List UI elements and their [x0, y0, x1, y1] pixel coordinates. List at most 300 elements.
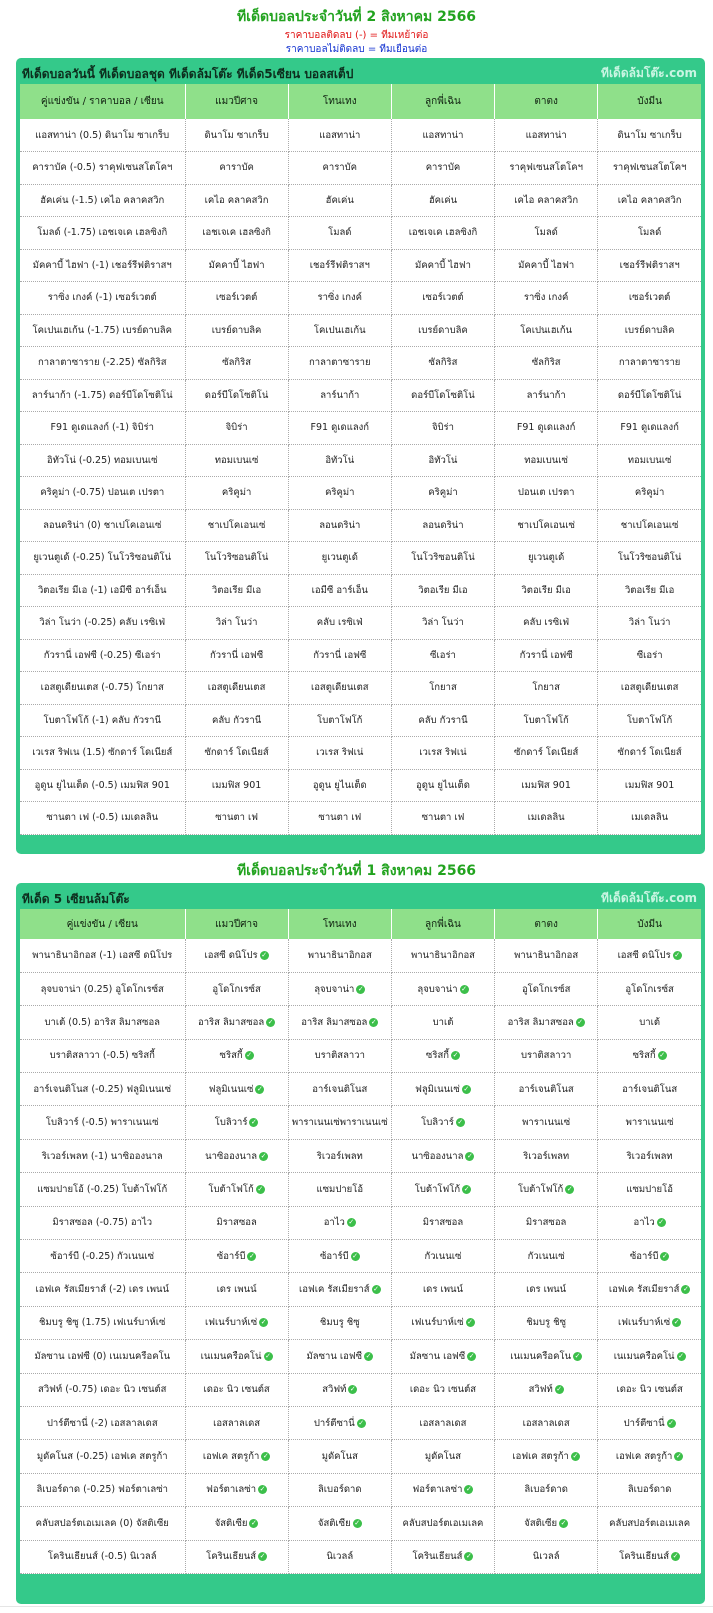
cell-text: อาริส ลิมาสซอล	[507, 1016, 574, 1028]
table-row	[20, 1206, 701, 1239]
table-row	[20, 672, 701, 705]
pick-cell: ราคุฟเซนสโตโคฯ	[598, 152, 701, 185]
cell-text: นิเวลล์	[326, 1551, 354, 1563]
note-positive-odds: ราคาบอลไม่ติดลบ = ทีมเยือนต่อ	[285, 44, 428, 55]
table-row	[20, 1273, 701, 1306]
match-cell: อูดูน ยูไนเต็ด (-0.5) เมมฟิส 901	[20, 769, 185, 802]
pick-cell	[288, 1340, 391, 1373]
table-row	[20, 1540, 701, 1573]
cell-text: เอฟเค รัสเมียราส์ (-2) เดร เพนน์	[35, 1284, 169, 1296]
cell-text: บราติสลาวา	[314, 1050, 365, 1062]
pick-cell	[598, 1540, 701, 1573]
cell-text: ซริสกี้	[425, 1050, 450, 1062]
pick-cell	[391, 1306, 494, 1339]
check-icon: ✓	[373, 1285, 379, 1294]
match-cell	[20, 1373, 185, 1406]
check-icon: ✓	[262, 1452, 269, 1461]
pick-cell	[391, 1473, 494, 1506]
table-row	[20, 412, 701, 445]
cell-text: อาร์เจนติโนส (-0.25) ฟลูมิเนนเซ่	[33, 1083, 172, 1095]
pick-cell	[495, 939, 598, 972]
pick-cell	[185, 1039, 288, 1072]
match-cell	[20, 1273, 185, 1306]
pick-cell: เมมฟิส 901	[598, 769, 701, 802]
cell-text: โครินเธียนส์	[206, 1551, 257, 1563]
check-icon: ✓	[672, 1552, 679, 1561]
pick-cell	[598, 1373, 701, 1406]
pick-cell	[288, 1406, 391, 1439]
pick-cell	[288, 1440, 391, 1473]
pick-cell: มัคคาบี้ ไฮฟา	[185, 249, 288, 282]
table-row	[20, 1306, 701, 1339]
cell-text: เนเมนครือคโน่	[200, 1350, 262, 1362]
cell-text: โบต้าโฟโก้	[208, 1183, 254, 1195]
column-header: บังมีน	[598, 909, 701, 939]
pick-cell	[185, 1473, 288, 1506]
check-icon: ✓	[675, 1452, 682, 1461]
check-icon: ✓	[467, 1151, 473, 1160]
cell-text: โครินเธียนส์ (-0.5) นิเวลล์	[47, 1551, 157, 1563]
cell-text: กัวเนนเซ่	[424, 1250, 462, 1262]
pick-cell: ทอมเบนเซ่	[495, 444, 598, 477]
cell-text: มูดัคโนส	[321, 1451, 358, 1463]
cell-text: เอสลาลเดส	[213, 1417, 261, 1429]
cell-text: คลับสปอร์ตเอเมเลค	[609, 1517, 691, 1529]
match-cell: คริคูม่า (-0.75) ปอนเต เปรตา	[20, 477, 185, 510]
pick-cell: เชอร์รีฟติราสฯ	[598, 249, 701, 282]
pick-cell: อิทัวโน่	[288, 444, 391, 477]
pick-cell	[185, 1507, 288, 1540]
column-header: ตาตง	[495, 909, 598, 939]
pick-cell	[185, 1006, 288, 1039]
pick-cell: ซานตา เฟ	[288, 802, 391, 835]
pick-cell	[288, 1240, 391, 1273]
table-row	[20, 542, 701, 575]
pick-cell	[391, 1206, 494, 1239]
match-cell: โคเปนเฮเก้น (-1.75) เบรย์ดาบลิค	[20, 314, 185, 347]
pick-cell	[391, 1106, 494, 1139]
tips-panel-today	[16, 58, 705, 854]
column-header: แมวปีศาจ	[185, 84, 288, 119]
cell-text: แซมปายโอ้	[626, 1183, 673, 1195]
match-cell	[20, 1240, 185, 1273]
pick-cell: ปอนเต เปรตา	[495, 477, 598, 510]
pick-cell: วิล่า โนว่า	[598, 607, 701, 640]
column-header: โทนเทง	[288, 909, 391, 939]
match-cell: ราซิ่ง เกงค์ (-1) เซอร์เวตต์	[20, 282, 185, 315]
pick-cell: เซอร์เวตต์	[391, 282, 494, 315]
pick-cell	[185, 1106, 288, 1139]
cell-text: ลิเบอร์ดาด	[317, 1484, 362, 1496]
pick-cell	[495, 1039, 598, 1072]
brand-logo-text[interactable]: ทีเด็ดล้มโต๊ะ.com	[601, 891, 697, 905]
cell-text: เดอะ นิว เซนต์ส	[203, 1384, 270, 1396]
column-header: ลูกพี่เฉิน	[391, 84, 494, 119]
check-icon: ✓	[457, 1118, 464, 1127]
table-row	[20, 1173, 701, 1206]
table-row	[20, 972, 701, 1005]
pick-cell	[495, 1507, 598, 1540]
pick-cell: คาราบัค	[288, 152, 391, 185]
pick-cell	[598, 1440, 701, 1473]
pick-cell	[391, 939, 494, 972]
pick-cell: เอชเจเค เฮลซิงกิ	[391, 217, 494, 250]
cell-text: อาร์เจนติโนส	[312, 1083, 368, 1095]
pick-cell	[495, 1373, 598, 1406]
cell-text: อาไว	[633, 1217, 655, 1229]
cell-text: ฟลูมิเนนเซ่	[208, 1083, 254, 1095]
check-icon: ✓	[468, 1351, 475, 1360]
pick-cell	[185, 1073, 288, 1106]
cell-text: ลุจบจาน่า	[417, 983, 458, 995]
table-row	[20, 1373, 701, 1406]
pick-cell: ซานตา เฟ	[391, 802, 494, 835]
pick-cell	[495, 1073, 598, 1106]
column-header: ตาตง	[495, 84, 598, 119]
pick-cell	[495, 972, 598, 1005]
cell-text: เดร เพนน์	[216, 1284, 257, 1296]
check-icon: ✓	[260, 1151, 267, 1160]
cell-text: จัสติเซีย	[317, 1517, 351, 1529]
pick-cell: วิล่า โนว่า	[391, 607, 494, 640]
table-row	[20, 184, 701, 217]
match-cell: F91 ดูเดแลงก์ (-1) จิบิร่า	[20, 412, 185, 445]
pick-cell	[598, 1273, 701, 1306]
table-row	[20, 217, 701, 250]
pick-cell	[391, 1440, 494, 1473]
pick-cell	[288, 1073, 391, 1106]
pick-cell: แอสทาน่า	[495, 119, 598, 152]
pick-cell: คริคูม่า	[598, 477, 701, 510]
cell-text: นาซิอองนาล	[411, 1150, 464, 1162]
pick-cell: ซัลกิริส	[185, 347, 288, 380]
pick-cell: ลอนดริน่า	[391, 509, 494, 542]
check-icon: ✓	[574, 1351, 581, 1360]
pick-cell	[598, 1507, 701, 1540]
pick-cell: ราซิ่ง เกงค์	[495, 282, 598, 315]
table-row	[20, 509, 701, 542]
cell-text: พานาธินาอิกอส (-1) เอสซี ดนิโปร	[32, 949, 173, 961]
pick-cell: กัวรานี่ เอฟซี	[185, 639, 288, 672]
pick-cell	[391, 1373, 494, 1406]
pick-cell	[495, 1206, 598, 1239]
pick-cell	[391, 1406, 494, 1439]
table-row	[20, 737, 701, 770]
match-cell	[20, 1206, 185, 1239]
pick-cell: โนโวริซอนติโน่	[598, 542, 701, 575]
brand-logo-text[interactable]: ทีเด็ดล้มโต๊ะ.com	[601, 66, 697, 80]
pick-cell: F91 ดูเดแลงก์	[288, 412, 391, 445]
cell-text: อาร์เจนติโนส	[622, 1083, 678, 1095]
table-row	[20, 1240, 701, 1273]
pick-cell	[598, 972, 701, 1005]
cell-text: โบลิวาร์	[421, 1117, 454, 1129]
cell-text: เดร เพนน์	[422, 1284, 463, 1296]
pick-cell: เอมีซี อาร์เอ็น	[288, 574, 391, 607]
cell-text: พานาธินาอิกอส	[307, 949, 372, 961]
check-icon: ✓	[365, 1351, 372, 1360]
pick-cell: อูดูน ยูไนเต็ด	[391, 769, 494, 802]
pick-cell: เคไอ คลาคสวิก	[495, 184, 598, 217]
pick-cell: มัคคาบี้ ไฮฟา	[391, 249, 494, 282]
cell-text: ซ้อาร์บี	[216, 1250, 246, 1262]
match-cell: เวเรส ริฟเน (1.5) ซักดาร์ โดเนียส์	[20, 737, 185, 770]
cell-text: พานาธินาอิกอส	[514, 949, 579, 961]
cell-text: พาราเนนเซ่	[625, 1117, 674, 1129]
table-row	[20, 282, 701, 315]
tips-table-today	[20, 84, 701, 835]
cell-text: มิราสซอล	[525, 1217, 567, 1229]
page-footer-divider	[0, 1606, 713, 1607]
pick-cell: มัคคาบี้ ไฮฟา	[495, 249, 598, 282]
check-icon: ✓	[572, 1452, 579, 1461]
pick-cell: ยูเวนตูเด้	[288, 542, 391, 575]
match-cell	[20, 939, 185, 972]
pick-cell	[288, 1540, 391, 1573]
pick-cell: โกยาส	[495, 672, 598, 705]
pick-cell	[495, 1006, 598, 1039]
pick-cell	[288, 1106, 391, 1139]
pick-cell	[391, 1173, 494, 1206]
cell-text: มิราสซอล (-0.75) อาไว	[52, 1217, 153, 1229]
check-icon: ✓	[251, 1118, 257, 1127]
pick-cell	[185, 1240, 288, 1273]
cell-text: ลุจบจาน่า	[314, 983, 355, 995]
cell-text: เอสลาลเดส	[419, 1417, 467, 1429]
cell-text: ซริสกี้	[219, 1050, 243, 1062]
pick-cell: ฮัคเค่น	[288, 184, 391, 217]
table-row	[20, 1340, 701, 1373]
pick-cell	[288, 1507, 391, 1540]
tips-table-yesterday	[20, 909, 701, 1574]
cell-text: ชิมบรู ชิซู	[319, 1317, 360, 1329]
pick-cell: เคไอ คลาคสวิก	[185, 184, 288, 217]
check-icon: ✓	[662, 1251, 668, 1260]
cell-text: มูดัคโนส	[424, 1451, 462, 1463]
cell-text: ปาร์ตีซานี่	[623, 1417, 665, 1429]
pick-cell: ซักดาร์ โดเนียส์	[185, 737, 288, 770]
pick-cell: เมมฟิส 901	[185, 769, 288, 802]
pick-cell: เคไอ คลาคสวิก	[598, 184, 701, 217]
check-icon: ✓	[659, 1051, 666, 1060]
pick-cell	[288, 1039, 391, 1072]
pick-cell: วิตอเรีย มีเอ	[391, 574, 494, 607]
pick-cell	[185, 1373, 288, 1406]
check-icon: ✓	[466, 1552, 472, 1561]
check-icon: ✓	[257, 1084, 263, 1093]
check-icon: ✓	[556, 1385, 563, 1394]
match-cell: คาราบัค (-0.5) ราคุฟเซนสโตโคฯ	[20, 152, 185, 185]
cell-text: อาริส ลิมาสซอล	[198, 1016, 265, 1028]
panel-header	[20, 62, 701, 84]
pick-cell	[598, 1206, 701, 1239]
pick-cell	[495, 1340, 598, 1373]
pick-cell: ทอมเบนเซ่	[185, 444, 288, 477]
match-cell	[20, 1440, 185, 1473]
cell-text: จัสติเซีย	[214, 1517, 248, 1529]
cell-text: กัวเนนเซ่	[527, 1250, 565, 1262]
cell-text: บาเต้ (0.5) อาริส ลิมาสซอล	[44, 1016, 160, 1028]
pick-cell: เชอร์รีฟติราสฯ	[288, 249, 391, 282]
table-row	[20, 314, 701, 347]
pick-cell: คาราบัค	[185, 152, 288, 185]
table-row	[20, 704, 701, 737]
pick-cell: ซานตา เฟ	[185, 802, 288, 835]
pick-cell: ลาร์นาก้า	[495, 379, 598, 412]
pick-cell: อูดูน ยูไนเต็ด	[288, 769, 391, 802]
pick-cell	[495, 1173, 598, 1206]
cell-text: เดร เพนน์	[526, 1284, 567, 1296]
cell-text: ริเวอร์เพลท	[626, 1150, 673, 1162]
cell-text: ริเวอร์เพลท (-1) นาซิอองนาล	[41, 1150, 163, 1162]
pick-cell: คาราบัค	[391, 152, 494, 185]
pick-cell: ซีเอร่า	[391, 639, 494, 672]
pick-cell: คริคูม่า	[288, 477, 391, 510]
cell-text: เอฟเค สตรูก้า	[202, 1451, 260, 1463]
check-icon: ✓	[668, 1418, 675, 1427]
check-icon: ✓	[465, 1485, 472, 1494]
pick-cell	[391, 1240, 494, 1273]
cell-text: คลับสปอร์ตเอเมเลค (0) จัสติเซีย	[35, 1517, 169, 1529]
check-icon: ✓	[658, 1218, 665, 1227]
cell-text: เนเมนครือคโน่	[613, 1350, 675, 1362]
table-row	[20, 119, 701, 152]
match-cell: ลาร์นาก้า (-1.75) ดอร์บีโดโซติโน่	[20, 379, 185, 412]
pick-cell	[391, 1273, 494, 1306]
cell-text: บราติสลาวา	[521, 1050, 572, 1062]
pick-cell	[391, 1039, 494, 1072]
pick-cell: เอสตูเดียนเตส	[598, 672, 701, 705]
cell-text: มัลซาน เอฟซี (0) เนเมนครือคโน	[34, 1350, 171, 1362]
section-title-yesterday: ทีเด็ดบอลประจำวันที่ 1 สิงหาคม 2566	[236, 863, 477, 879]
tips-panel-yesterday	[16, 883, 705, 1604]
cell-text: โบลิวาร์ (-0.5) พาราเนนเซ่	[45, 1117, 159, 1129]
pick-cell	[598, 1240, 701, 1273]
table-row	[20, 1440, 701, 1473]
match-cell	[20, 1306, 185, 1339]
match-cell	[20, 1340, 185, 1373]
pick-cell	[598, 1006, 701, 1039]
pick-cell: วิตอเรีย มีเอ	[185, 574, 288, 607]
pick-cell: ลอนดริน่า	[288, 509, 391, 542]
table-row	[20, 607, 701, 640]
pick-cell	[598, 1106, 701, 1139]
pick-cell	[495, 1306, 598, 1339]
pick-cell: F91 ดูเดแลงก์	[598, 412, 701, 445]
cell-text: โครินเธียนส์	[412, 1551, 463, 1563]
cell-text: อาร์เจนติโนส	[518, 1083, 574, 1095]
pick-cell	[391, 1006, 494, 1039]
cell-text: คลับสปอร์ตเอเมเลค	[402, 1517, 484, 1529]
pick-cell	[598, 1340, 701, 1373]
pick-cell: โบตาโฟโก้	[495, 704, 598, 737]
match-cell	[20, 1473, 185, 1506]
pick-cell	[495, 1139, 598, 1172]
pick-cell	[185, 1306, 288, 1339]
pick-cell	[185, 939, 288, 972]
check-icon: ✓	[259, 1485, 266, 1494]
pick-cell: ชาเปโคเอนเซ่	[598, 509, 701, 542]
pick-cell: วิตอเรีย มีเอ	[495, 574, 598, 607]
cell-text: ชิมบรู ชิซู	[526, 1317, 567, 1329]
pick-cell	[495, 1240, 598, 1273]
cell-text: พาราเนนเซ่พาราเนนเซ่	[291, 1117, 388, 1129]
pick-cell: วิตอเรีย มีเอ	[598, 574, 701, 607]
match-cell: โบตาโฟโก้ (-1) คลับ กัวรานี	[20, 704, 185, 737]
pick-cell	[495, 1540, 598, 1573]
pick-cell: ดอร์บีโดโซติโน่	[598, 379, 701, 412]
pick-cell: ดินาโม ซาเกร็บ	[185, 119, 288, 152]
cell-text: โบลิวาร์	[214, 1117, 248, 1129]
pick-cell	[598, 1039, 701, 1072]
cell-text: อูโดโกเรซ์ส	[212, 983, 261, 995]
check-icon: ✓	[248, 1251, 255, 1260]
pick-cell: ชาเปโคเอนเซ่	[495, 509, 598, 542]
pick-cell: ซักดาร์ โดเนียส์	[598, 737, 701, 770]
cell-text: สวิฟท์	[322, 1384, 347, 1396]
match-cell	[20, 1006, 185, 1039]
check-icon: ✓	[246, 1051, 253, 1060]
pick-cell: เซอร์เวตต์	[598, 282, 701, 315]
check-icon: ✓	[251, 1518, 257, 1527]
pick-cell: โบตาโฟโก้	[598, 704, 701, 737]
pick-cell: คลับ เรซิเฟ่	[495, 607, 598, 640]
cell-text: เนเมนครือคโน	[510, 1350, 572, 1362]
pick-cell: เวเรส ริฟเน่	[288, 737, 391, 770]
match-cell	[20, 1173, 185, 1206]
match-cell: มัคคาบี้ ไฮฟา (-1) เชอร์รีฟติราสฯ	[20, 249, 185, 282]
pick-cell: เบรย์ดาบลิค	[185, 314, 288, 347]
match-cell: ยูเวนตูเด้ (-0.25) โนโวริซอนติโน่	[20, 542, 185, 575]
cell-text: บราติสลาวา (-0.5) ซริสกี้	[49, 1050, 155, 1062]
match-cell	[20, 1540, 185, 1573]
pick-cell	[391, 972, 494, 1005]
check-icon: ✓	[260, 1318, 267, 1327]
pick-cell: วิล่า โนว่า	[185, 607, 288, 640]
check-icon: ✓	[452, 1051, 459, 1060]
pick-cell: เบรย์ดาบลิค	[391, 314, 494, 347]
cell-text: สวิฟท์	[528, 1384, 553, 1396]
pick-cell: กัวรานี่ เอฟซี	[288, 639, 391, 672]
cell-text: ปาร์ตีซานี่ (-2) เอสลาลเดส	[46, 1417, 158, 1429]
pick-cell: เอสตูเดียนเตส	[288, 672, 391, 705]
cell-text: สวิฟท์ (-0.75) เดอะ นิว เซนต์ส	[38, 1384, 167, 1396]
pick-cell	[288, 1273, 391, 1306]
cell-text: มูดัคโนส (-0.25) เอฟเค สตรูก้า	[36, 1451, 168, 1463]
pick-cell	[598, 1173, 701, 1206]
pick-cell: เมเดลลิน	[495, 802, 598, 835]
pick-cell: ยูเวนตูเด้	[495, 542, 598, 575]
column-header: แมวปีศาจ	[185, 909, 288, 939]
cell-text: เฟเนร์บาห์เซ่	[411, 1317, 464, 1329]
column-header: ลูกพี่เฉิน	[391, 909, 494, 939]
pick-cell	[391, 1540, 494, 1573]
check-icon: ✓	[357, 984, 364, 993]
match-cell: แอสทาน่า (0.5) ดินาโม ซาเกร็บ	[20, 119, 185, 152]
pick-cell: ซัลกิริส	[391, 347, 494, 380]
check-icon: ✓	[566, 1184, 573, 1193]
pick-cell: คลับ เรซิเฟ่	[288, 607, 391, 640]
cell-text: โครินเธียนส์	[619, 1551, 670, 1563]
cell-text: เดอะ นิว เซนต์ส	[409, 1384, 477, 1396]
table-row	[20, 1473, 701, 1506]
cell-text: เอฟเค สตรูก้า	[512, 1451, 569, 1463]
cell-text: มิราสซอล	[216, 1217, 257, 1229]
pick-cell: เอชเจเค เฮลซิงกิ	[185, 217, 288, 250]
panel-title: ทีเด็ด 5 เซียนล้มโต๊ะ	[22, 892, 130, 906]
check-icon: ✓	[577, 1017, 584, 1026]
pick-cell	[288, 1139, 391, 1172]
